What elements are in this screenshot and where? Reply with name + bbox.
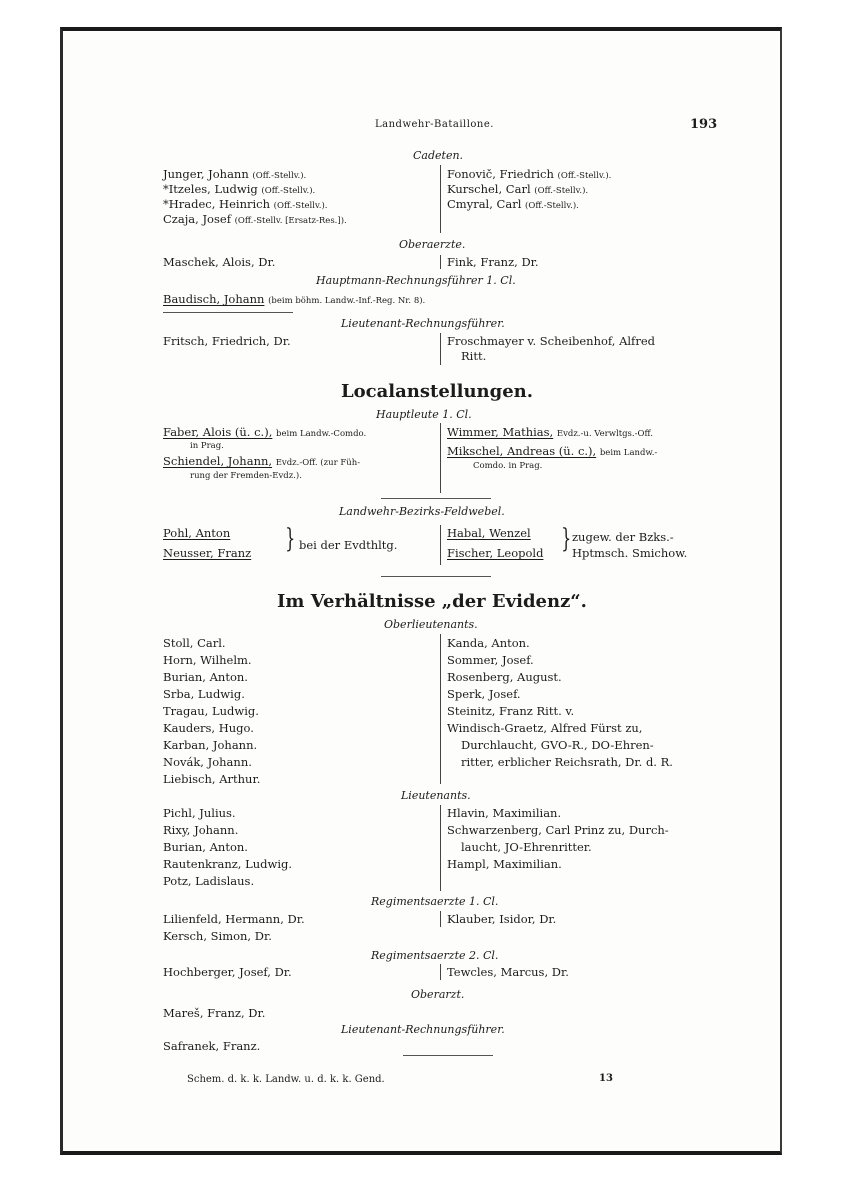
- document-page: [60, 27, 782, 1155]
- list-item: *Hradec, Heinrich (Off.-Stellv.).: [163, 197, 328, 211]
- list-item: Wimmer, Mathias, Evdz.-u. Verwltgs.-Off.: [447, 425, 653, 439]
- list-item: Srba, Ludwig.: [163, 687, 245, 701]
- list-item: Safranek, Franz.: [163, 1039, 261, 1053]
- list-item: Baudisch, Johann (beim böhm. Landw.-Inf.-Reg. Nr. 8).: [163, 292, 426, 306]
- list-item: Habal, Wenzel: [447, 526, 531, 540]
- section-title-oberarzt: Oberarzt.: [411, 988, 465, 1001]
- list-item: Burian, Anton.: [163, 840, 248, 854]
- brace: }: [285, 524, 296, 554]
- list-item: Froschmayer v. Scheibenhof, Alfred: [447, 334, 655, 348]
- list-item: Liebisch, Arthur.: [163, 772, 261, 786]
- column-divider: [440, 333, 441, 365]
- list-item: Potz, Ladislaus.: [163, 874, 255, 888]
- list-item: Mikschel, Andreas (ü. c.), beim Landw.-: [447, 444, 658, 458]
- list-item: Hampl, Maximilian.: [447, 857, 562, 871]
- list-item: Fonovič, Friedrich (Off.-Stellv.).: [447, 167, 612, 181]
- list-item: Klauber, Isidor, Dr.: [447, 912, 557, 926]
- group-note: zugew. der Bzks.-: [572, 530, 674, 544]
- list-item: Kauders, Hugo.: [163, 721, 254, 735]
- rule: [163, 312, 293, 313]
- list-item-cont: Comdo. in Prag.: [473, 461, 543, 471]
- column-divider: [440, 964, 441, 980]
- list-item: Lilienfeld, Hermann, Dr.: [163, 912, 305, 926]
- list-item: Rautenkranz, Ludwig.: [163, 857, 293, 871]
- list-item: Horn, Wilhelm.: [163, 653, 252, 667]
- list-item: Tewcles, Marcus, Dr.: [447, 965, 569, 979]
- column-divider: [440, 805, 441, 891]
- list-item: Junger, Johann (Off.-Stellv.).: [163, 167, 307, 181]
- page-number: 193: [690, 117, 718, 132]
- list-item: Neusser, Franz: [163, 546, 252, 560]
- section-title-lieutenant-rf-2: Lieutenant-Rechnungsführer.: [341, 1023, 505, 1036]
- running-title: Landwehr-Bataillone.: [375, 119, 494, 130]
- list-item: Steinitz, Franz Ritt. v.: [447, 704, 575, 718]
- list-item: Stoll, Carl.: [163, 636, 226, 650]
- rule: [381, 498, 491, 499]
- list-item: Hochberger, Josef, Dr.: [163, 965, 292, 979]
- list-item: Sommer, Josef.: [447, 653, 534, 667]
- list-item-cont: rung der Fremden-Evdz.).: [190, 471, 302, 481]
- list-item: Windisch-Graetz, Alfred Fürst zu,: [447, 721, 643, 735]
- column-divider: [440, 634, 441, 784]
- section-title-hauptleute: Hauptleute 1. Cl.: [376, 408, 472, 421]
- list-item-cont: ritter, erblicher Reichsrath, Dr. d. R.: [461, 755, 673, 769]
- list-item: Novák, Johann.: [163, 755, 252, 769]
- section-title-regimentsaerzte-1: Regimentsaerzte 1. Cl.: [371, 895, 499, 908]
- list-item: Maschek, Alois, Dr.: [163, 255, 276, 269]
- list-item: Schwarzenberg, Carl Prinz zu, Durch-: [447, 823, 669, 837]
- rule: [381, 576, 491, 577]
- list-item: Burian, Anton.: [163, 670, 248, 684]
- list-item: Kanda, Anton.: [447, 636, 530, 650]
- list-item: *Itzeles, Ludwig (Off.-Stellv.).: [163, 182, 316, 196]
- section-title-feldwebel: Landwehr-Bezirks-Feldwebel.: [339, 505, 505, 518]
- list-item: Cmyral, Carl (Off.-Stellv.).: [447, 197, 579, 211]
- column-divider: [440, 423, 441, 493]
- list-item: Kurschel, Carl (Off.-Stellv.).: [447, 182, 589, 196]
- list-item: Fritsch, Friedrich, Dr.: [163, 334, 291, 348]
- list-item: Tragau, Ludwig.: [163, 704, 259, 718]
- section-title-regimentsaerzte-2: Regimentsaerzte 2. Cl.: [371, 949, 499, 962]
- list-item: Hlavin, Maximilian.: [447, 806, 562, 820]
- list-item: Schiendel, Johann, Evdz.-Off. (zur Füh-: [163, 454, 361, 468]
- footer-sheet-number: 13: [599, 1073, 613, 1084]
- section-title-oberlieutenants: Oberlieutenants.: [384, 618, 478, 631]
- list-item: Mareš, Franz, Dr.: [163, 1006, 266, 1020]
- list-item: Sperk, Josef.: [447, 687, 521, 701]
- section-title-lieutenant-rf: Lieutenant-Rechnungsführer.: [341, 317, 505, 330]
- list-item: Czaja, Josef (Off.-Stellv. [Ersatz-Res.]).: [163, 212, 347, 226]
- list-item: Rixy, Johann.: [163, 823, 239, 837]
- list-item: Rosenberg, August.: [447, 670, 562, 684]
- list-item: Fischer, Leopold: [447, 546, 544, 560]
- list-item: Karban, Johann.: [163, 738, 258, 752]
- section-title-hauptmann-rf: Hauptmann-Rechnungsführer 1. Cl.: [316, 274, 516, 287]
- list-item: Pichl, Julius.: [163, 806, 236, 820]
- column-divider: [440, 165, 441, 233]
- column-divider: [440, 911, 441, 927]
- list-item: Fink, Franz, Dr.: [447, 255, 539, 269]
- column-divider: [440, 255, 441, 269]
- section-title-lieutenants: Lieutenants.: [401, 789, 471, 802]
- list-item: Ritt.: [461, 349, 487, 363]
- heading-localanstellungen: Localanstellungen.: [341, 381, 534, 402]
- section-title-cadeten: Cadeten.: [413, 149, 464, 162]
- list-item: Pohl, Anton: [163, 526, 231, 540]
- rule: [403, 1055, 493, 1056]
- heading-evidenz: Im Verhältnisse „der Evidenz“.: [277, 591, 587, 612]
- list-item-cont: Durchlaucht, GVO-R., DO-Ehren-: [461, 738, 654, 752]
- footer-signature: Schem. d. k. k. Landw. u. d. k. k. Gend.: [187, 1074, 385, 1085]
- list-item: Faber, Alois (ü. c.), beim Landw.-Comdo.: [163, 425, 367, 439]
- group-note: Hptmsch. Smichow.: [572, 546, 688, 560]
- brace: }: [561, 524, 572, 554]
- list-item: Kersch, Simon, Dr.: [163, 929, 272, 943]
- list-item-cont: laucht, JO-Ehrenritter.: [461, 840, 592, 854]
- group-note: bei der Evdthltg.: [299, 538, 398, 552]
- list-item-cont: in Prag.: [190, 441, 224, 451]
- column-divider: [440, 525, 441, 565]
- section-title-oberaerzte: Oberaerzte.: [399, 238, 466, 251]
